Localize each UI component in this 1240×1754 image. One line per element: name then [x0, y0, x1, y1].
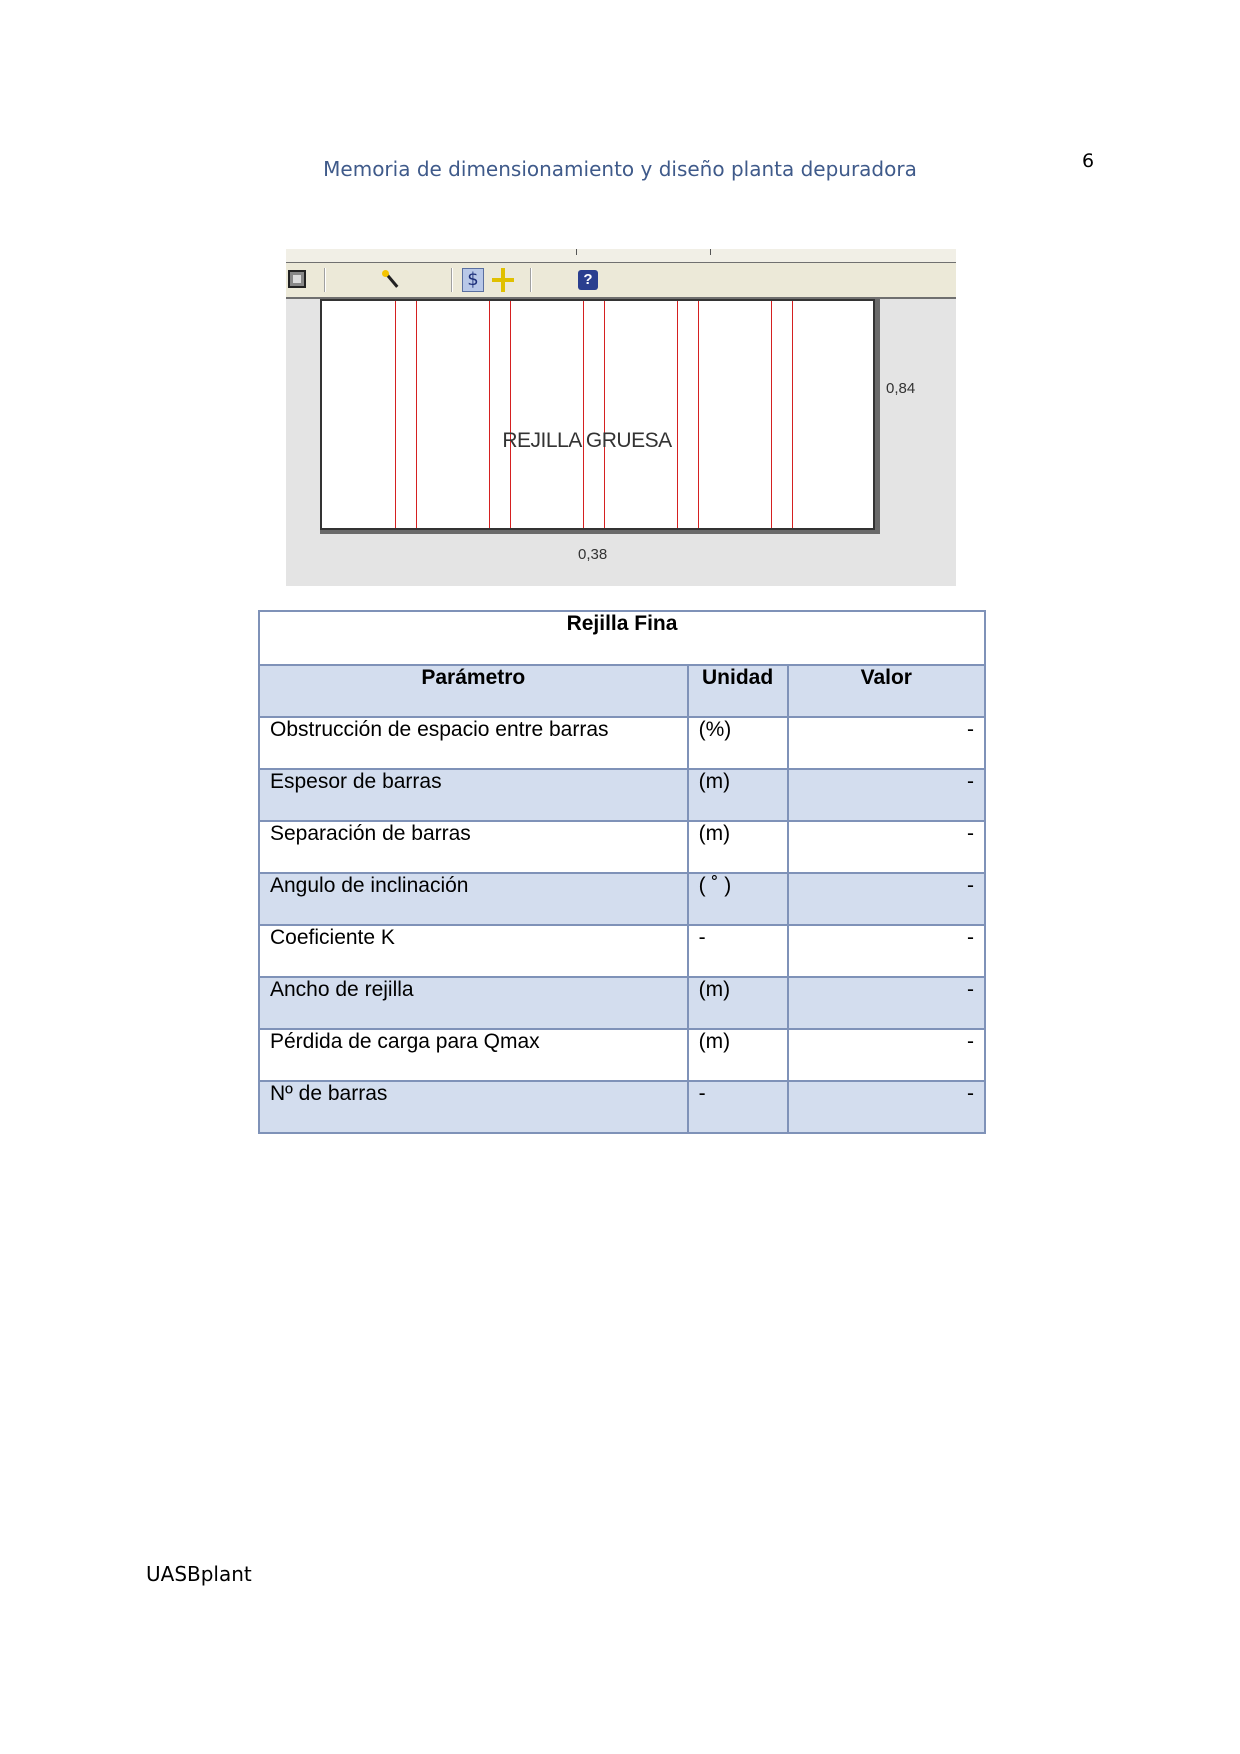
software-screenshot [286, 249, 956, 586]
param-cell: Ancho de rejilla [259, 977, 688, 1029]
page-number: 6 [1082, 150, 1095, 172]
ruler-tick [576, 249, 577, 255]
param-cell: Nº de barras [259, 1081, 688, 1133]
param-cell: Separación de barras [259, 821, 688, 873]
toolbar [286, 263, 956, 299]
ruler-strip [286, 249, 956, 263]
wand-icon[interactable] [382, 270, 400, 288]
grid-bar [583, 301, 605, 528]
value-cell: - [788, 717, 985, 769]
value-cell: - [788, 1081, 985, 1133]
toolbar-separator [324, 268, 326, 292]
toolbar-separator [530, 268, 532, 292]
grid-shadow [875, 299, 880, 534]
parameters-table [258, 610, 986, 1134]
param-cell: Coeficiente K [259, 925, 688, 977]
table-row [259, 821, 985, 873]
height-dimension: 0,84 [886, 380, 916, 397]
table-caption: Rejilla Fina [259, 611, 985, 665]
unit-cell: (m) [688, 769, 788, 821]
grid-bar [677, 301, 699, 528]
column-header-parametro: Parámetro [259, 665, 688, 717]
table-row [259, 1081, 985, 1133]
table-row [259, 769, 985, 821]
value-cell: - [788, 873, 985, 925]
value-cell: - [788, 925, 985, 977]
table-row [259, 717, 985, 769]
unit-cell: (m) [688, 1029, 788, 1081]
page-header-title: Memoria de dimensionamiento y diseño planta depuradora [323, 157, 917, 181]
help-icon[interactable]: ? [578, 270, 598, 290]
table-caption-row [259, 611, 985, 665]
unit-cell: (%) [688, 717, 788, 769]
param-cell: Pérdida de carga para Qmax [259, 1029, 688, 1081]
unit-cell: - [688, 1081, 788, 1133]
table-row [259, 925, 985, 977]
width-dimension: 0,38 [578, 546, 608, 563]
dollar-icon[interactable]: $ [462, 268, 484, 292]
value-cell: - [788, 769, 985, 821]
toolbar-separator [451, 268, 453, 292]
table-row [259, 873, 985, 925]
crosshair-icon[interactable] [492, 268, 514, 292]
unit-cell: (m) [688, 821, 788, 873]
param-cell: Angulo de inclinación [259, 873, 688, 925]
column-header-valor: Valor [788, 665, 985, 717]
value-cell: - [788, 1029, 985, 1081]
unit-cell: - [688, 925, 788, 977]
table-header-row [259, 665, 985, 717]
grid-drawing [320, 299, 875, 530]
grid-label: REJILLA GRUESA [502, 429, 672, 452]
column-header-unidad: Unidad [688, 665, 788, 717]
unit-cell: ( ˚ ) [688, 873, 788, 925]
table-row [259, 977, 985, 1029]
param-cell: Obstrucción de espacio entre barras [259, 717, 688, 769]
table-row [259, 1029, 985, 1081]
grid-bar [771, 301, 793, 528]
unit-cell: (m) [688, 977, 788, 1029]
grid-bar [395, 301, 417, 528]
screen-icon[interactable] [288, 270, 306, 288]
value-cell: - [788, 977, 985, 1029]
grid-bar [489, 301, 511, 528]
param-cell: Espesor de barras [259, 769, 688, 821]
ruler-tick [710, 249, 711, 255]
value-cell: - [788, 821, 985, 873]
footer-text: UASBplant [146, 1562, 252, 1586]
